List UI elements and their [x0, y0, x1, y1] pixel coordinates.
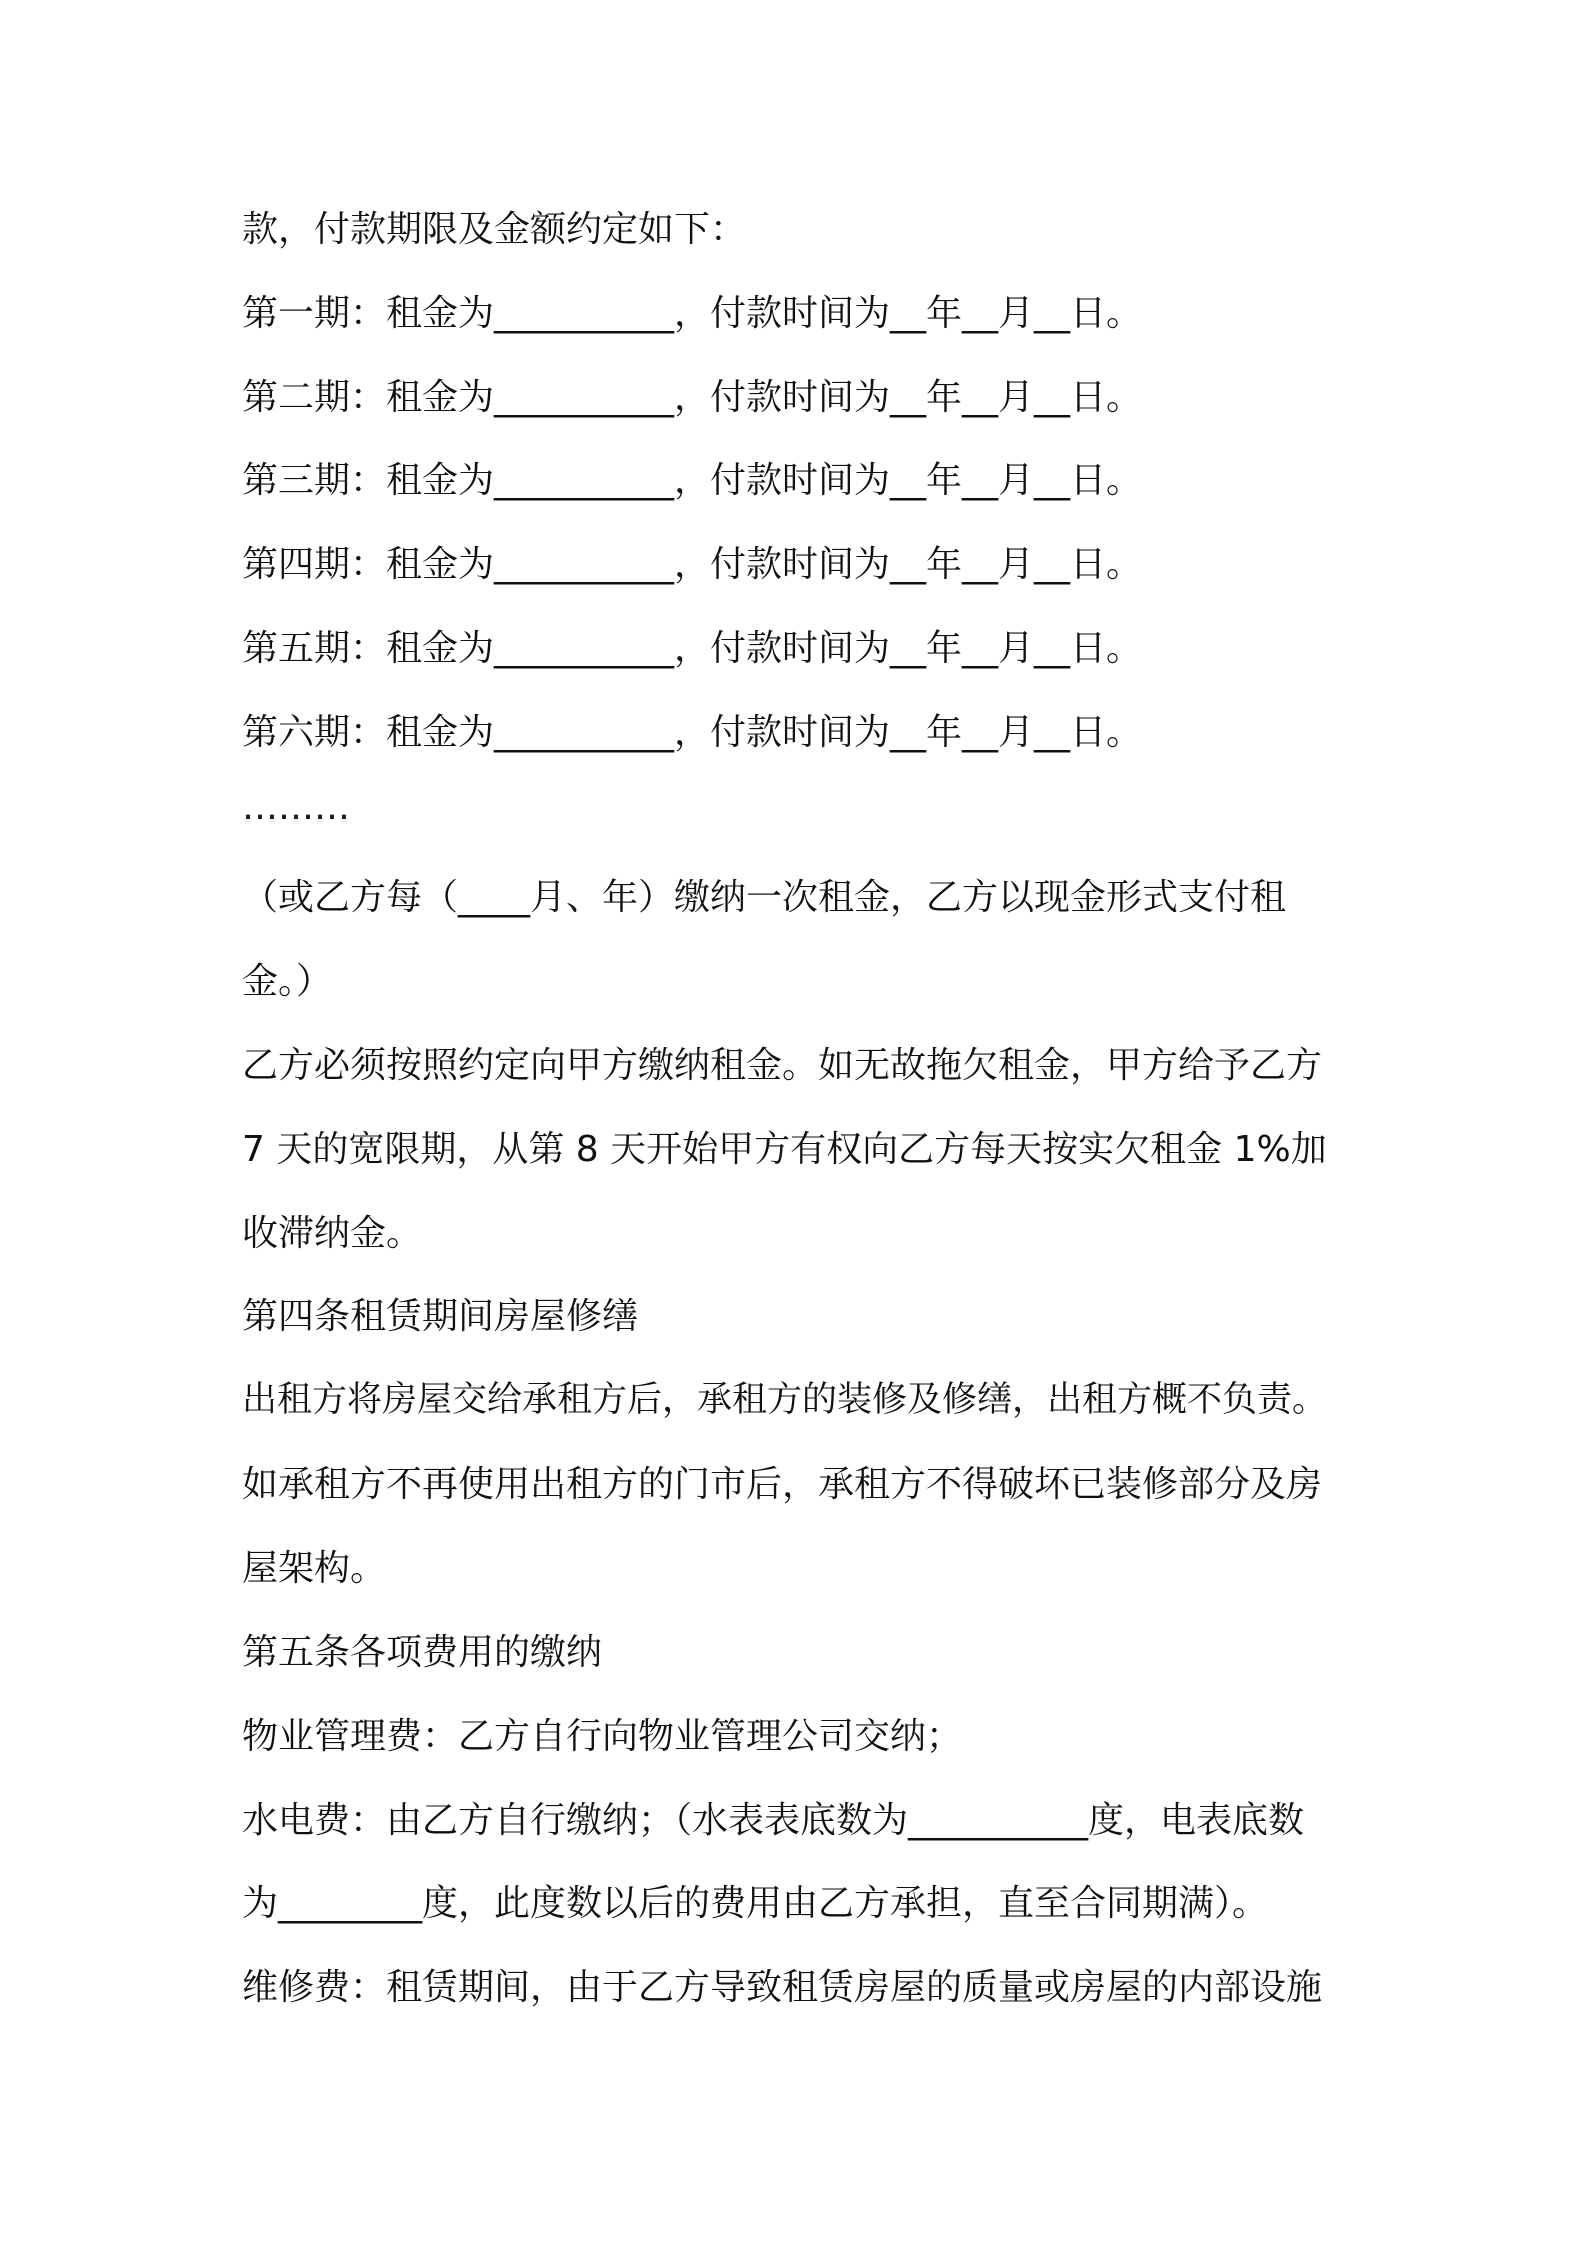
- text-line: 出租方将房屋交给承租方后，承租方的装修及修缮，出租方概不负责。: [242, 1380, 1328, 1420]
- section-heading: 第四条租赁期间房屋修缮: [242, 1296, 639, 1337]
- text-line: 第三期：租金为__________，付款时间为__年__月__日。: [242, 460, 1143, 501]
- text-line: 第六期：租金为__________，付款时间为__年__月__日。: [242, 712, 1143, 753]
- text-line: 第一期：租金为__________，付款时间为__年__月__日。: [242, 293, 1143, 334]
- text-line: 水电费：由乙方自行缴纳；（水表表底数为__________度，电表底数: [242, 1800, 1305, 1841]
- text-line: 乙方必须按照约定向甲方缴纳租金。如无故拖欠租金，甲方给予乙方: [242, 1045, 1323, 1086]
- text-line: 金。）: [242, 961, 333, 1002]
- text-line: 第五期：租金为__________，付款时间为__年__月__日。: [242, 628, 1143, 669]
- text-line: 7 天的宽限期，从第 8 天开始甲方有权向乙方每天按实欠租金 1%加: [242, 1129, 1327, 1170]
- section-heading: 第五条各项费用的缴纳: [242, 1632, 603, 1673]
- text-line: 屋架构。: [242, 1548, 387, 1589]
- text-line: 第二期：租金为__________，付款时间为__年__月__日。: [242, 377, 1143, 418]
- text-line: 为________度，此度数以后的费用由乙方承担，直至合同期满）。: [242, 1883, 1269, 1924]
- text-line: 第四期：租金为__________，付款时间为__年__月__日。: [242, 544, 1143, 585]
- text-line: 款，付款期限及金额约定如下：: [242, 209, 747, 250]
- text-line: 维修费：租赁期间，由于乙方导致租赁房屋的质量或房屋的内部设施: [242, 1967, 1323, 2008]
- text-line: 物业管理费：乙方自行向物业管理公司交纳；: [242, 1716, 963, 1757]
- text-line: 如承租方不再使用出租方的门市后，承租方不得破坏已装修部分及房: [242, 1464, 1323, 1505]
- text-line: 收滞纳金。: [242, 1213, 423, 1254]
- ellipsis-line: ………: [242, 787, 350, 828]
- text-line: （或乙方每（____月、年）缴纳一次租金，乙方以现金形式支付租: [242, 877, 1287, 918]
